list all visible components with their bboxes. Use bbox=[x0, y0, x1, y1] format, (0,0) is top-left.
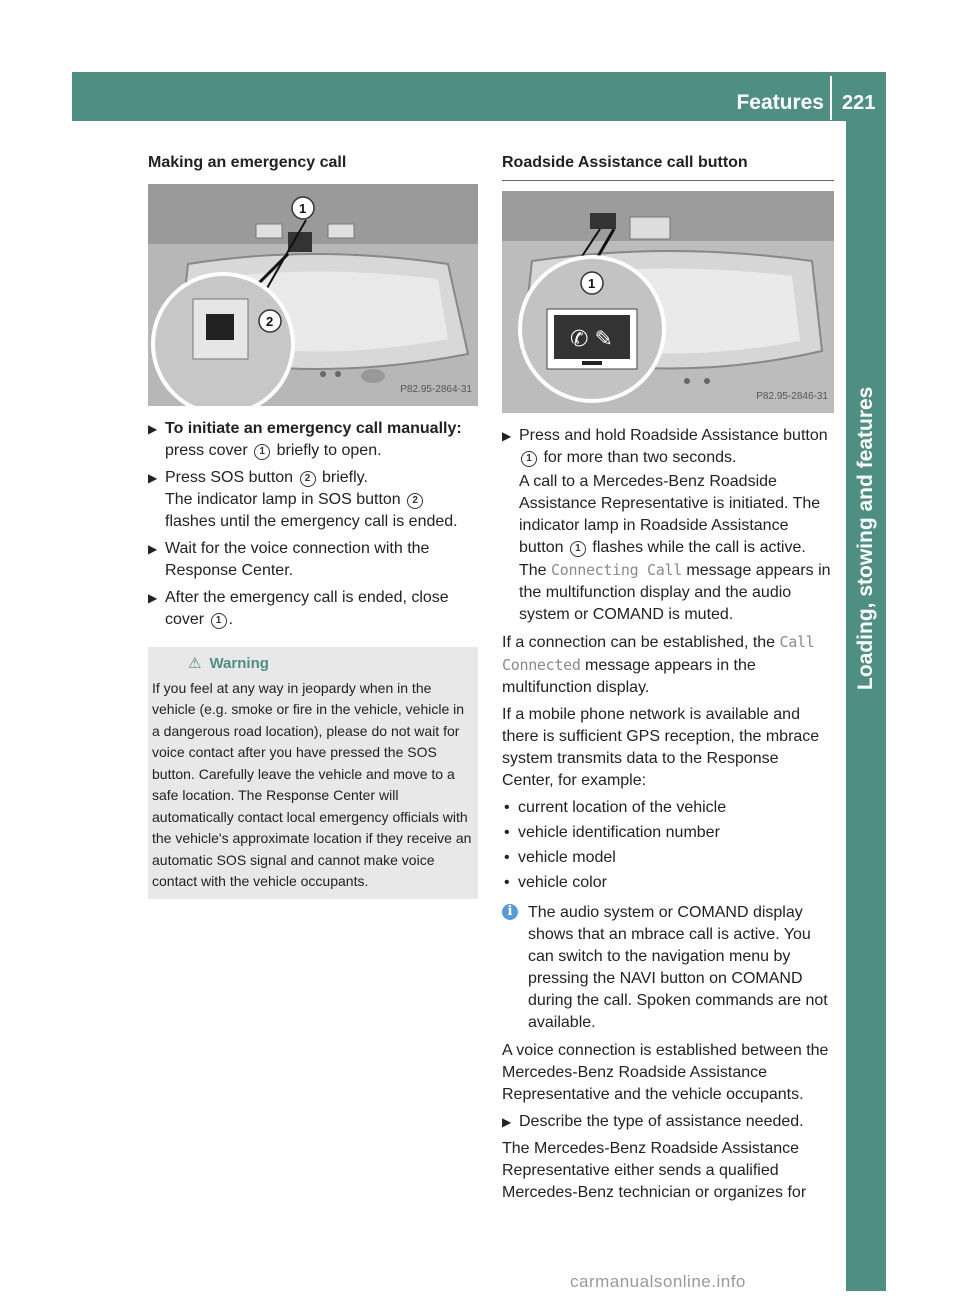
step-arrow-icon: ▶ bbox=[148, 471, 158, 485]
overhead-console-illustration bbox=[148, 184, 478, 406]
step-note: The indicator lamp in SOS button bbox=[165, 491, 406, 508]
step-close-cover: ▶ After the emergency call is ended, close cover 1 . bbox=[148, 589, 449, 628]
page-number: 221 bbox=[842, 92, 876, 114]
section-title: Features bbox=[736, 91, 824, 114]
figure-reference: P82.95-2846-31 bbox=[756, 391, 828, 402]
step-press-sos: ▶ Press SOS button 2 briefly. The indicator lamp in SOS button 2 flashes until the emergency call is ended. bbox=[148, 469, 458, 530]
right-heading: Roadside Assistance call button bbox=[502, 152, 834, 181]
roadside-button-illustration bbox=[502, 191, 834, 413]
figure-callout-1: 1 bbox=[299, 201, 307, 216]
callout-ref: 2 bbox=[300, 471, 316, 487]
callout-ref: 1 bbox=[570, 541, 586, 557]
step-arrow-icon: ▶ bbox=[502, 1115, 512, 1129]
info-note: i The audio system or COMAND display shows that an mbrace call is active. You can switch to the navigation menu by pressing the NAVI button on COMAND during the call. Spoken commands are not available. bbox=[502, 902, 834, 1034]
callout-ref: 1 bbox=[521, 451, 537, 467]
step-note: flashes until the emergency call is ended. bbox=[165, 513, 458, 530]
bullet-icon: • bbox=[504, 824, 510, 841]
step-arrow-icon: ▶ bbox=[148, 591, 158, 605]
left-heading: Making an emergency call bbox=[148, 154, 347, 171]
display-message-connected: Call Connected bbox=[502, 633, 815, 674]
step-note: A call to a Mercedes-Benz Roadside Assistance Representative is initiated. The indicator lamp in Roadside Assistance button bbox=[519, 473, 821, 556]
bullet-icon: • bbox=[504, 874, 510, 891]
list-item: • vehicle identification number bbox=[502, 822, 834, 844]
paragraph-voice-connection: A voice connection is established between the Mercedes-Benz Roadside Assistance Representative and the vehicle occupants. bbox=[502, 1042, 829, 1103]
info-icon: i bbox=[502, 904, 518, 920]
warning-text: If you feel at any way in jeopardy when in the vehicle (e.g. smoke or fire in the vehicle, vehicle in a dangerous road location), please do not wait for voice contact after you have pressed the SOS button. Carefully leave the vehicle and move to a safe location. The Response Center will automatically contact local emergency officials with the vehicle's approximate location if they receive an automatic SOS signal and cannot make voice contact with the vehicle occupants. bbox=[152, 679, 472, 889]
step-arrow-icon: ▶ bbox=[148, 542, 158, 556]
paragraph-data-transmit: If a mobile phone network is available and there is sufficient GPS reception, the mbrace system transmits data to the Response Center, for example: bbox=[502, 706, 820, 789]
step-wait: ▶ Wait for the voice connection with the Response Center. bbox=[148, 540, 430, 579]
callout-ref: 1 bbox=[211, 613, 227, 629]
header-divider bbox=[830, 76, 832, 120]
roadside-assistance-photo bbox=[502, 191, 834, 413]
emergency-call-photo bbox=[148, 184, 478, 406]
step-bold-label: To initiate an emergency call manually: bbox=[165, 420, 462, 437]
warning-icon: ⚠ bbox=[188, 655, 202, 672]
bullet-icon: • bbox=[504, 849, 510, 866]
step-arrow-icon: ▶ bbox=[148, 422, 158, 436]
chapter-label: Loading, stowing and features bbox=[854, 386, 877, 690]
svg-text:✆ ✎: ✆ ✎ bbox=[570, 326, 613, 351]
list-item: • vehicle color bbox=[502, 872, 834, 894]
callout-ref: 1 bbox=[254, 444, 270, 460]
warning-box bbox=[148, 647, 478, 899]
list-item: • current location of the vehicle bbox=[502, 797, 834, 819]
figure-callout-1: 1 bbox=[588, 276, 596, 291]
step-arrow-icon: ▶ bbox=[502, 429, 512, 443]
right-column bbox=[502, 152, 834, 1209]
watermark: carmanualsonline.info bbox=[570, 1272, 746, 1291]
paragraph-representative: The Mercedes-Benz Roadside Assistance Representative either sends a qualified Mercedes-Benz technician or organizes for bbox=[502, 1140, 807, 1201]
callout-ref: 2 bbox=[407, 493, 423, 509]
step-describe: ▶ Describe the type of assistance needed. bbox=[502, 1111, 834, 1133]
figure-callout-2: 2 bbox=[266, 314, 274, 329]
warning-title: ⚠ Warning bbox=[188, 655, 269, 672]
list-item: • vehicle model bbox=[502, 847, 834, 869]
step-initiate: ▶ To initiate an emergency call manually: press cover 1 briefly to open. bbox=[148, 420, 462, 459]
left-column bbox=[148, 152, 478, 899]
bullet-icon: • bbox=[504, 799, 510, 816]
display-message-connecting: Connecting Call bbox=[551, 561, 682, 579]
paragraph-connected: If a connection can be established, the Call Connected message appears in the multifunction display. bbox=[502, 633, 815, 696]
step-press-hold: ▶ Press and hold Roadside Assistance button 1 for more than two seconds. A call to a Mercedes-Benz Roadside Assistance Representative is initiated. The indicator lamp in Roadside Assistance button 1 flashes while the call is active. The Connecting Call message appears in the multifunction display and the audio system or COMAND is muted. bbox=[502, 427, 831, 623]
figure-reference: P82.95-2864-31 bbox=[400, 384, 472, 395]
